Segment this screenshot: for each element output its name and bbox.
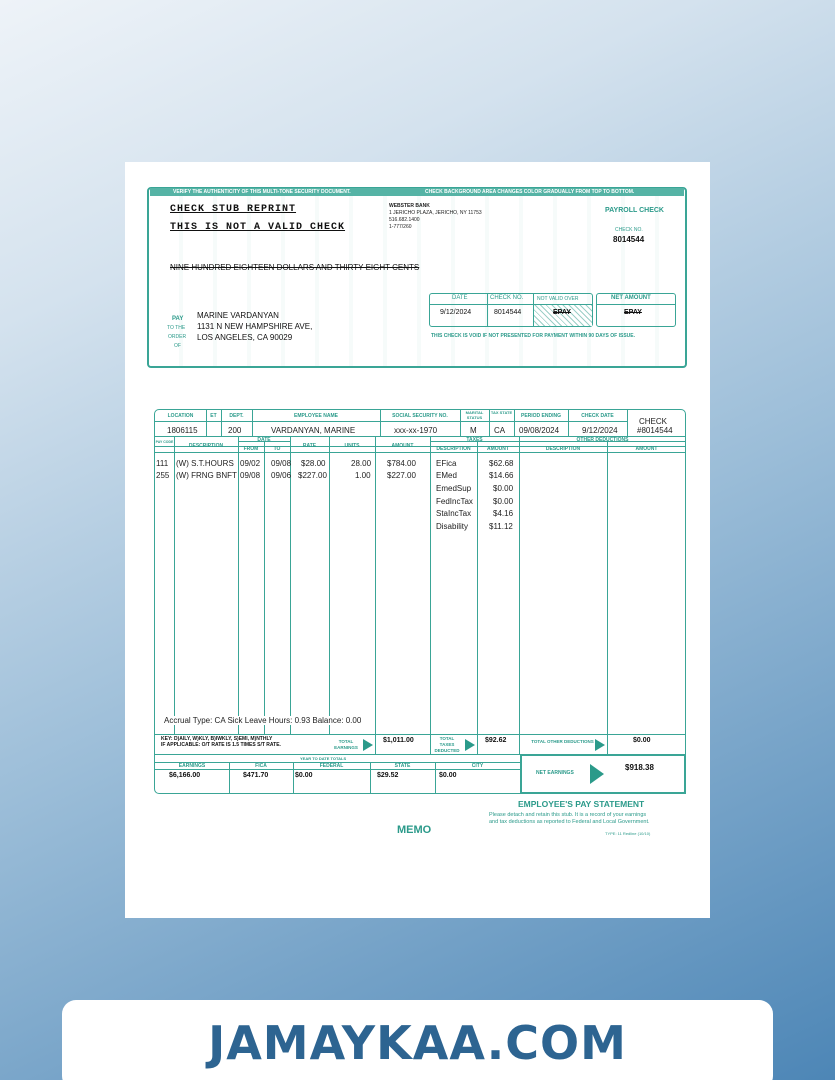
epay-value-1: EPAY xyxy=(553,309,571,316)
col-tax-amount: AMOUNT xyxy=(487,446,509,452)
ytd-city: $0.00 xyxy=(439,772,457,779)
tax-row-5-desc: StaIncTax xyxy=(436,509,472,518)
col-date: DATE xyxy=(257,437,271,443)
total-earnings-arrow xyxy=(363,739,373,751)
earn-row-1-units: 28.00 xyxy=(351,459,372,468)
tax-row-1-amount: $62.68 xyxy=(489,459,514,468)
total-taxes-arrow xyxy=(465,739,475,751)
pay-label: PAY xyxy=(172,316,184,322)
earn-row-1-code: 111 xyxy=(156,459,169,468)
earn-row-2-units: 1.00 xyxy=(355,471,371,480)
net-earnings-arrow xyxy=(590,764,604,784)
ytd-state: $29.52 xyxy=(377,772,399,779)
bank-phone-1: 516.682.1400 xyxy=(389,217,420,223)
key-line-1: KEY: D)AILY, W)KLY, B)IWKLY, S)EMI, M)NTHLY xyxy=(161,736,273,742)
tax-row-4-desc: FedIncTax xyxy=(436,497,473,506)
total-earnings-label: TOTAL EARNINGS xyxy=(334,739,358,750)
val-period: 09/08/2024 xyxy=(519,426,560,435)
col-to: TO xyxy=(273,446,281,452)
tax-row-6-desc: Disability xyxy=(436,522,469,531)
ytd-federal: $0.00 xyxy=(295,772,313,779)
val-marital: M xyxy=(470,426,477,435)
payee-address-1: 1131 N NEW HAMPSHIRE AVE, xyxy=(197,322,313,331)
col-units: UNITS xyxy=(344,443,360,449)
employee-pay-statement-title: EMPLOYEE'S PAY STATEMENT xyxy=(518,799,645,809)
check-no-label-2: CHECK NO. xyxy=(490,295,524,301)
val-check-label: CHECK xyxy=(639,417,668,426)
earn-row-1-to: 09/08 xyxy=(271,459,292,468)
total-other-value: $0.00 xyxy=(633,737,651,744)
tax-row-2-desc: EMed xyxy=(436,471,457,480)
val-check-number: #8014544 xyxy=(637,426,673,435)
ytd-hdr-state: STATE xyxy=(394,763,411,769)
earn-row-2-from: 09/08 xyxy=(240,471,261,480)
banner-left-text: VERIFY THE AUTHENTICITY OF THIS MULTI-TONE SECURITY DOCUMENT. xyxy=(173,189,351,195)
form-code: TYPE: 11 Redline (10/10) xyxy=(605,831,651,836)
tax-row-3-desc: EmedSup xyxy=(436,484,472,493)
ytd-hdr-city: CITY xyxy=(471,763,484,769)
val-ssn: xxx-xx-1970 xyxy=(394,426,438,435)
order-label: ORDER xyxy=(168,334,187,340)
hdr-ssn: SOCIAL SECURITY NO. xyxy=(392,413,448,419)
earn-row-2-rate: $227.00 xyxy=(298,471,327,480)
total-taxes-value: $92.62 xyxy=(485,737,507,744)
bank-name: WEBSTER BANK xyxy=(389,203,430,209)
hdr-check-date: CHECK DATE xyxy=(581,413,614,419)
check-number: 8014544 xyxy=(613,235,645,244)
net-earnings-label: NET EARNINGS xyxy=(536,770,574,776)
val-check-date: 9/12/2024 xyxy=(582,426,618,435)
tax-row-3-amount: $0.00 xyxy=(493,484,514,493)
check-title-invalid: THIS IS NOT A VALID CHECK xyxy=(170,222,346,233)
val-dept: 200 xyxy=(228,426,242,435)
brand-banner xyxy=(62,1000,773,1080)
net-amount-label: NET AMOUNT xyxy=(611,295,651,301)
ytd-label: YEAR TO DATE TOTALS xyxy=(300,756,347,761)
hdr-location: LOCATION xyxy=(167,413,194,419)
accrual-line: Accrual Type: CA Sick Leave Hours: 0.93 Balance: 0.00 xyxy=(164,716,362,725)
amount-in-words: NINE HUNDRED EIGHTEEN DOLLARS AND THIRTY EIGHT CENTS xyxy=(170,263,420,272)
col-amount: AMOUNT xyxy=(391,443,414,449)
col-tax-desc: DESCRIPTION xyxy=(436,446,471,452)
tax-row-5-amount: $4.16 xyxy=(493,509,514,518)
memo-label: MEMO xyxy=(397,824,432,836)
tax-row-6-amount: $11.12 xyxy=(489,522,513,531)
tax-row-4-amount: $0.00 xyxy=(493,497,514,506)
val-employee: VARDANYAN, MARINE xyxy=(271,426,356,435)
check-stub-document xyxy=(125,162,710,918)
net-earnings-value: $918.38 xyxy=(625,763,654,772)
payroll-check-label: PAYROLL CHECK xyxy=(605,207,664,214)
hdr-marital: MARITAL STATUS xyxy=(465,410,484,420)
pay-statement-note-2: and tax deductions as reported to Federal and Local Government. xyxy=(489,819,650,825)
date-label: DATE xyxy=(452,295,468,301)
to-the-label: TO THE xyxy=(167,325,186,331)
val-tax-state: CA xyxy=(494,426,506,435)
earn-row-2-desc: (W) FRNG BNFT xyxy=(176,471,237,480)
col-paycode: PAY CODE xyxy=(155,440,174,444)
col-other-amount: AMOUNT xyxy=(635,446,658,452)
check-no-label: CHECK NO. xyxy=(615,227,643,233)
pay-statement-note-1: Please detach and retain this stub. It is a record of your earnings xyxy=(489,812,647,818)
hdr-employee: EMPLOYEE NAME xyxy=(294,413,338,419)
earn-row-2-code: 255 xyxy=(156,471,170,480)
void-notice: THIS CHECK IS VOID IF NOT PRESENTED FOR PAYMENT WITHIN 90 DAYS OF ISSUE. xyxy=(431,333,636,339)
check-title-reprint: CHECK STUB REPRINT xyxy=(170,204,297,215)
val-location: 1806115 xyxy=(167,426,198,435)
total-other-arrow xyxy=(595,739,605,751)
col-other-deductions: OTHER DEDUCTIONS xyxy=(576,437,629,443)
payee-name: MARINE VARDANYAN xyxy=(197,311,279,320)
earn-row-1-from: 09/02 xyxy=(240,459,261,468)
earn-row-2-to: 09/06 xyxy=(271,471,292,480)
col-rate: RATE xyxy=(302,443,317,449)
col-from: FROM xyxy=(243,446,259,452)
banner-right-text: CHECK BACKGROUND AREA CHANGES COLOR GRADUALLY FROM TOP TO BOTTOM. xyxy=(425,189,635,195)
ytd-fica: $471.70 xyxy=(243,772,269,779)
earn-row-1-desc: (W) S.T.HOURS xyxy=(176,459,234,468)
total-other-label: TOTAL OTHER DEDUCTIONS xyxy=(531,739,594,744)
not-valid-label: NOT VALID OVER xyxy=(537,296,579,302)
bank-phone-2: 1-777/260 xyxy=(389,224,412,230)
bank-address: 1 JERICHO PLAZA, JERICHO, NY 11753 xyxy=(389,210,482,216)
hdr-dept: DEPT. xyxy=(229,413,244,419)
payee-address-2: LOS ANGELES, CA 90029 xyxy=(197,333,293,342)
key-line-2: IF APPLICABLE: O/T RATE IS 1.5 TIMES S/T RATE. xyxy=(161,742,281,748)
hdr-tax-state: TAX STATE xyxy=(490,410,513,415)
tax-row-2-amount: $14.66 xyxy=(489,471,514,480)
ytd-hdr-earnings: EARNINGS xyxy=(178,763,206,769)
total-earnings-value: $1,011.00 xyxy=(383,737,414,744)
ytd-hdr-federal: FEDERAL xyxy=(319,763,344,769)
ytd-hdr-fica: FICA xyxy=(255,763,267,769)
ytd-earnings: $6,166.00 xyxy=(169,772,201,779)
brand-logo-text: JAMAYKAA.COM xyxy=(208,1016,627,1070)
earn-row-1-rate: $28.00 xyxy=(301,459,326,468)
check-date-value: 9/12/2024 xyxy=(440,309,472,316)
total-taxes-label: TOTAL TAXES DEDUCTED xyxy=(434,736,460,753)
col-taxes: TAXES xyxy=(466,437,483,443)
hdr-et: ET xyxy=(210,413,217,419)
earn-row-1-amount: $784.00 xyxy=(387,459,416,468)
col-other-desc: DESCRIPTION xyxy=(545,446,581,452)
tax-row-1-desc: EFica xyxy=(436,459,457,468)
epay-value-2: EPAY xyxy=(624,309,642,316)
check-no-value: 8014544 xyxy=(494,309,522,316)
earn-row-2-amount: $227.00 xyxy=(387,471,416,480)
hdr-period: PERIOD ENDING xyxy=(520,413,561,419)
of-label: OF xyxy=(174,343,181,349)
col-description: DESCRIPTION xyxy=(188,443,224,449)
